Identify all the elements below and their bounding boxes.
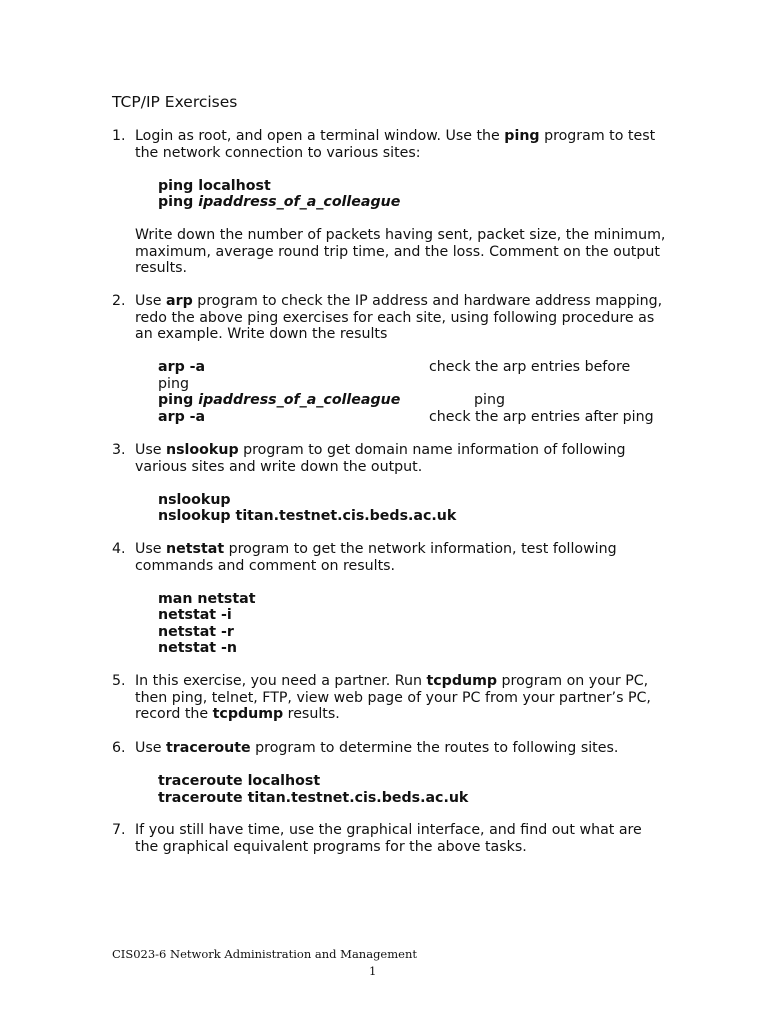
exercise-1-instructions-line: maximum, average round trip time, and the loss. Comment on the output — [135, 244, 660, 260]
command-text: ping — [158, 194, 199, 210]
command-line: netstat -i — [158, 607, 232, 623]
text: program to get domain name information of following — [238, 442, 626, 458]
text: program to test — [539, 128, 656, 144]
text: Use — [135, 541, 167, 557]
text: program on your PC, — [497, 673, 649, 689]
exercise-1-instructions-line: results. — [135, 260, 188, 276]
text: results. — [283, 706, 340, 722]
command-text: ping — [158, 392, 199, 408]
command-line: ping localhost — [158, 178, 271, 194]
exercise-2-intro-line: redo the above ping exercises for each site, using following procedure as — [135, 310, 655, 326]
command-line — [158, 194, 400, 211]
text: program to get the network information, test following — [224, 541, 617, 557]
exercise-4-intro-line2: commands and comment on results. — [135, 558, 396, 574]
text: record the — [135, 706, 213, 722]
command-line: arp -a — [158, 359, 206, 375]
command-name: ping — [504, 128, 540, 144]
text: Use — [135, 293, 167, 309]
command-line: nslookup — [158, 492, 231, 508]
exercise-3-intro-line2: various sites and write down the output. — [135, 459, 423, 475]
exercise-5-line — [135, 706, 340, 723]
page-title: TCP/IP Exercises — [112, 93, 238, 111]
item-number: 4. — [112, 541, 126, 557]
command-line: netstat -n — [158, 640, 238, 656]
command-line: man netstat — [158, 591, 256, 607]
exercise-7-line: If you still have time, use the graphical interface, and find out what are — [135, 822, 642, 838]
exercise-1-intro-line2: the network connection to various sites: — [135, 145, 421, 161]
text: program to determine the routes to following sites. — [250, 740, 619, 756]
command-line: nslookup titan.testnet.cis.beds.ac.uk — [158, 508, 457, 524]
command-description: check the arp entries before — [429, 359, 631, 375]
exercise-7-line: the graphical equivalent programs for the above tasks. — [135, 839, 527, 855]
item-number: 5. — [112, 673, 126, 689]
wrapped-text: ping — [158, 376, 189, 392]
text: program to check the IP address and hardware address mapping, — [192, 293, 663, 309]
item-number: 1. — [112, 128, 126, 144]
command-line: traceroute localhost — [158, 773, 321, 789]
exercise-1-intro — [135, 128, 655, 145]
text: Login as root, and open a terminal window. Use the — [135, 128, 505, 144]
command-name: tcpdump — [212, 706, 284, 722]
item-number: 7. — [112, 822, 126, 838]
text: Use — [135, 740, 167, 756]
command-name: tcpdump — [426, 673, 498, 689]
footer-course-title: CIS023-6 Network Administration and Management — [112, 947, 417, 961]
command-line — [158, 392, 400, 409]
command-description: check the arp entries after ping — [429, 409, 654, 425]
command-line: traceroute titan.testnet.cis.beds.ac.uk — [158, 790, 469, 806]
exercise-4-intro — [135, 541, 617, 558]
text: Use — [135, 442, 167, 458]
exercise-6-intro — [135, 740, 618, 757]
exercise-3-intro — [135, 442, 626, 459]
command-line: netstat -r — [158, 624, 234, 640]
command-name: netstat — [166, 541, 225, 557]
exercise-2-intro — [135, 293, 662, 310]
exercise-2-intro-line: an example. Write down the results — [135, 326, 388, 342]
exercise-5-line: then ping, telnet, FTP, view web page of your PC from your partner’s PC, — [135, 690, 651, 706]
item-number: 2. — [112, 293, 126, 309]
exercise-1-instructions-line: Write down the number of packets having sent, packet size, the minimum, — [135, 227, 666, 243]
command-description: ping — [474, 392, 505, 408]
exercise-5-line — [135, 673, 648, 690]
item-number: 3. — [112, 442, 126, 458]
text: In this exercise, you need a partner. Run — [135, 673, 427, 689]
page-number: 1 — [369, 964, 377, 978]
item-number: 6. — [112, 740, 126, 756]
command-line: arp -a — [158, 409, 206, 425]
command-argument: ipaddress_of_a_colleague — [198, 194, 401, 210]
command-name: traceroute — [166, 740, 251, 756]
command-name: nslookup — [166, 442, 239, 458]
command-argument: ipaddress_of_a_colleague — [198, 392, 401, 408]
command-name: arp — [166, 293, 193, 309]
